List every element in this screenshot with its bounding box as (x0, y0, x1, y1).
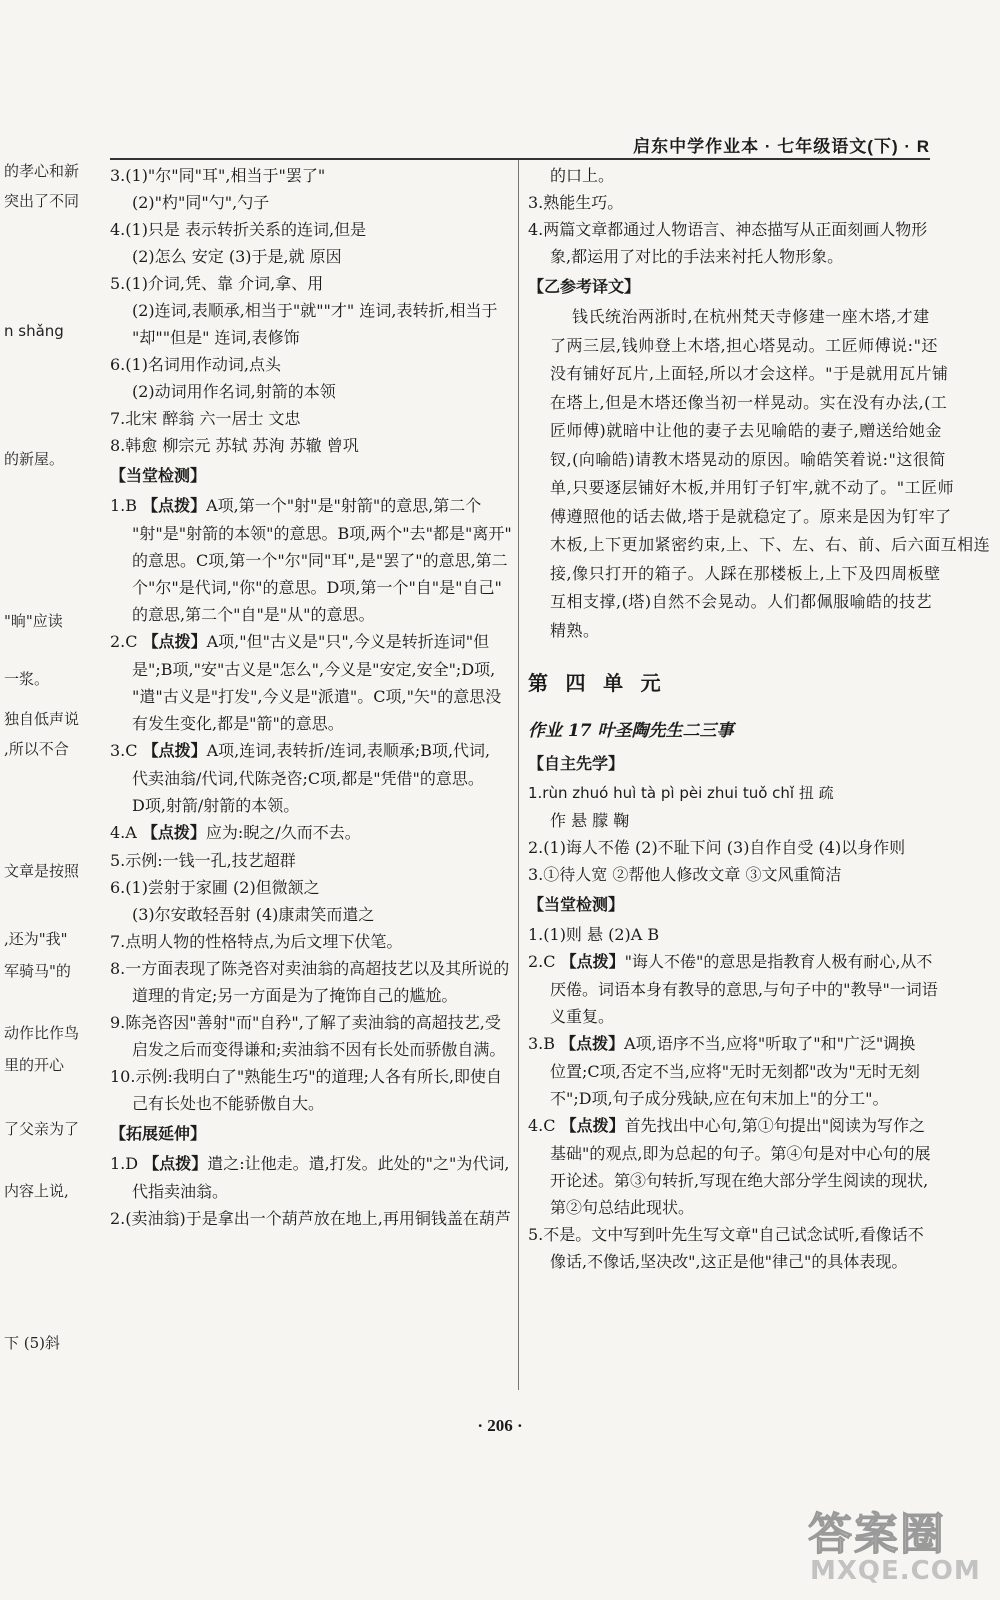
left-column (110, 162, 510, 1232)
fragment: 内容上说, (4, 1182, 69, 1200)
answer-line: "却""但是" 连词,表修饰 (132, 328, 300, 347)
answer-line: 道理的肯定;另一方面是为了掩饰自己的尴尬。 (132, 986, 458, 1005)
answer-line: 位置;C项,否定不当,应将"无时无刻都"改为"无时无刻 (550, 1062, 920, 1081)
translation-line: 精熟。 (550, 620, 600, 640)
homework-title: 作业 17 叶圣陶先生二三事 (528, 721, 734, 741)
translation-line: 钗,(向喻皓)请教木塔晃动的原因。喻皓笑着说:"这很简 (550, 449, 946, 469)
answer-line: 个"尔"是代词,"你"的意思。D项,第一个"自"是"自己" (132, 578, 502, 597)
section-heading: 【乙参考译文】 (528, 279, 641, 296)
answer-line: 3.(1)"尔"同"耳",相当于"罢了" (110, 166, 326, 185)
fragment: 军骑马"的 (4, 962, 71, 980)
answer-line: 2.(1)诲人不倦 (2)不耻下问 (3)自作自受 (4)以身作则 (528, 838, 906, 857)
answer-line: 像话,不像话,坚决改",这正是他"律己"的具体表现。 (550, 1252, 908, 1271)
section-heading: 【当堂检测】 (110, 468, 207, 485)
answer-line: 5.(1)介词,凭、靠 介词,拿、用 (110, 274, 324, 293)
unit-title: 第 四 单 元 (528, 673, 667, 695)
answer-line: 的口上。 (550, 166, 615, 185)
watermark-logo-text: 答案圈 (808, 1509, 946, 1560)
answer-line: 5.示例:一钱一孔,技艺超群 (110, 851, 296, 870)
reference-translation (528, 303, 991, 645)
answer-line: 4.C 【点拨】首先找出中心句,第①句提出"阅读为写作之 (528, 1116, 926, 1135)
fragment: 了父亲为了 (4, 1120, 80, 1138)
answer-line: 代卖油翁/代词,代陈尧咨;C项,都是"凭借"的意思。 (132, 769, 484, 788)
tip-label: 【点拨】 (560, 954, 625, 971)
section-heading: 【拓展延伸】 (110, 1126, 207, 1143)
left-page-fragments (0, 0, 100, 1500)
answer-line: (2)"杓"同"勺",勺子 (132, 193, 270, 212)
answer-line: 义重复。 (550, 1007, 615, 1026)
tip-label: 【点拨】 (142, 743, 207, 760)
answer-line: 9.陈尧咨因"善射"而"自矜",了解了卖油翁的高超技艺,受 (110, 1013, 501, 1032)
translation-line: 了两三层,钱帅登上木塔,担心塔晃动。工匠师傅说:"还 (550, 335, 938, 355)
answer-line: 1.B 【点拨】A项,第一个"射"是"射箭"的意思,第二个 (110, 496, 482, 515)
answer-line: 代指卖油翁。 (132, 1182, 229, 1201)
fragment: 文章是按照 (4, 862, 80, 880)
translation-line: 匠师傅)就暗中让他的妻子去见喻皓的妻子,赠送给她金 (550, 421, 942, 440)
answer-line: 6.(1)尝射于家圃 (2)但微颔之 (110, 878, 320, 897)
page-header (110, 128, 930, 160)
fragment: 的新屋。 (4, 450, 65, 468)
fragment: 独自低声说 (4, 710, 80, 728)
answer-line: 的意思,第二个"自"是"从"的意思。 (132, 605, 375, 624)
page-header-title: 启东中学作业本 · 七年级语文(下) · R (633, 137, 930, 156)
translation-line: 没有铺好瓦片,上面轻,所以才会这样。"于是就用瓦片铺 (550, 364, 949, 383)
answer-line: 5.不是。文中写到叶先生写文章"自己试念试听,看像话不 (528, 1225, 924, 1244)
answer-line: 2.C 【点拨】"诲人不倦"的意思是指教育人极有耐心,从不 (528, 952, 933, 971)
section-heading: 【自主先学】 (528, 756, 625, 773)
answer-line: 2.(卖油翁)于是拿出一个葫芦放在地上,再用铜钱盖在葫芦 (110, 1209, 511, 1228)
tip-label: 【点拨】 (142, 498, 207, 515)
fragment: "晌"应读 (4, 612, 63, 630)
fragment: 动作比作鸟 (4, 1024, 80, 1042)
answer-line: "遣"古义是"打发",今义是"派遣"。C项,"矢"的意思没 (132, 687, 502, 706)
answer-line: 2.C 【点拨】A项,"但"古义是"只",今义是转折连词"但 (110, 632, 490, 651)
answer-line: 8.一方面表现了陈尧咨对卖油翁的高超技艺以及其所说的 (110, 959, 510, 978)
page-number: · 206 · (477, 1416, 523, 1435)
answer-line: 开论述。第③句转折,写现在绝大部分学生阅读的现状, (550, 1171, 929, 1190)
answer-line: 是";B项,"安"古义是"怎么",今义是"安定,安全";D项, (132, 660, 496, 679)
tip-label: 【点拨】 (142, 634, 207, 651)
answer-line: 启发之后而变得谦和;卖油翁不因有长处而骄傲自满。 (132, 1040, 506, 1059)
answer-line: (2)动词用作名词,射箭的本领 (132, 382, 336, 401)
answer-line: 1.rùn zhuó huì tà pì pèi zhui tuǒ chǐ 扭 疏 (528, 784, 834, 802)
translation-line: 接,像只打开的箱子。人踩在那楼板上,上下及四周板壁 (550, 563, 941, 583)
answer-line: 1.(1)则 悬 (2)A B (528, 925, 660, 944)
answer-line: 有发生变化,都是"箭"的意思。 (132, 714, 344, 733)
section-heading: 【当堂检测】 (528, 897, 625, 914)
answer-line: 象,都运用了对比的手法来衬托人物形象。 (550, 247, 844, 266)
answer-line: (2)连词,表顺承,相当于"就""才" 连词,表转折,相当于 (132, 301, 498, 320)
translation-line: 在塔上,但是木塔还像当初一样晃动。实在没有办法,(工 (550, 392, 948, 412)
answer-line: 3.C 【点拨】A项,连词,表转折/连词,表顺承;B项,代词, (110, 741, 491, 760)
answer-line: 厌倦。词语本身有教导的意思,与句子中的"教导"一词语 (550, 980, 938, 999)
translation-line: 互相支撑,(塔)自然不会晃动。人们都佩服喻皓的技艺 (550, 592, 933, 611)
tip-label: 【点拨】 (143, 1156, 208, 1173)
fragment: 突出了不同 (4, 192, 80, 210)
fragment: n shǎng (4, 322, 64, 340)
answer-line: 3.B 【点拨】A项,语序不当,应将"听取了"和"广泛"调换 (528, 1034, 916, 1053)
translation-line: 傅遵照他的话去做,塔于是就稳定了。原来是因为钉牢了 (550, 506, 952, 526)
answer-line: 己有长处也不能骄傲自大。 (132, 1094, 325, 1113)
answer-line: 作 悬 朦 鞠 (550, 811, 630, 830)
answer-line: 7.北宋 醉翁 六一居士 文忠 (110, 409, 301, 428)
answer-line: (3)尔安敢轻吾射 (4)康肃笑而遣之 (132, 905, 375, 924)
translation-line: 单,只要逐层铺好木板,并用钉子钉牢,就不动了。"工匠师 (550, 478, 955, 497)
answer-line: "射"是"射箭的本领"的意思。B项,两个"去"都是"离开" (132, 524, 512, 543)
fragment: 一浆。 (4, 670, 50, 688)
answer-line: 的意思。C项,第一个"尔"同"耳",是"罢了"的意思,第二 (132, 551, 508, 570)
answer-line: 7.点明人物的性格特点,为后文埋下伏笔。 (110, 932, 403, 951)
fragment: 下 (5)斜 (4, 1334, 61, 1352)
answer-line: 4.两篇文章都通过人物语言、神态描写从正面刻画人物形 (528, 220, 928, 239)
answer-line: 1.D 【点拨】遣之:让他走。遣,打发。此处的"之"为代词, (110, 1154, 510, 1173)
answer-line: 不";D项,句子成分残缺,应在句末加上"的分工"。 (550, 1089, 889, 1108)
watermark-logo (808, 1498, 983, 1593)
fragment: 的孝心和新 (4, 162, 80, 180)
tip-label: 【点拨】 (141, 825, 206, 842)
answer-line: (2)怎么 安定 (3)于是,就 原因 (132, 247, 342, 266)
answer-line: 3.①待人宽 ②帮他人修改文章 ③文风重简洁 (528, 865, 842, 884)
fragment: 里的开心 (4, 1056, 65, 1074)
fragment: ,还为"我" (4, 930, 68, 948)
fragment: ,所以不合 (4, 740, 69, 758)
answer-line: 3.熟能生巧。 (528, 193, 624, 212)
column-divider (518, 160, 519, 1390)
answer-line: 6.(1)名词用作动词,点头 (110, 355, 282, 374)
answer-line: 基础"的观点,即为总起的句子。第④句是对中心句的展 (550, 1144, 931, 1163)
answer-line: 4.(1)只是 表示转折关系的连词,但是 (110, 220, 367, 239)
tip-label: 【点拨】 (560, 1118, 625, 1135)
watermark-url: MXQE.COM (810, 1556, 981, 1586)
answer-line: D项,射箭/射箭的本领。 (132, 796, 300, 815)
answer-line: 4.A 【点拨】应为:睨之/久而不去。 (110, 823, 361, 842)
answer-line: 10.示例:我明白了"熟能生巧"的道理;人各有所长,即使自 (110, 1067, 503, 1086)
translation-line: 钱氏统治两浙时,在杭州梵天寺修建一座木塔,才建 (572, 307, 930, 326)
answer-line: 8.韩愈 柳宗元 苏轼 苏洵 苏辙 曾巩 (110, 436, 359, 455)
right-column (528, 162, 991, 1275)
translation-line: 木板,上下更加紧密约束,上、下、左、右、前、后六面互相连 (550, 535, 991, 554)
answer-line: 第②句总结此现状。 (550, 1198, 695, 1217)
tip-label: 【点拨】 (560, 1036, 625, 1053)
